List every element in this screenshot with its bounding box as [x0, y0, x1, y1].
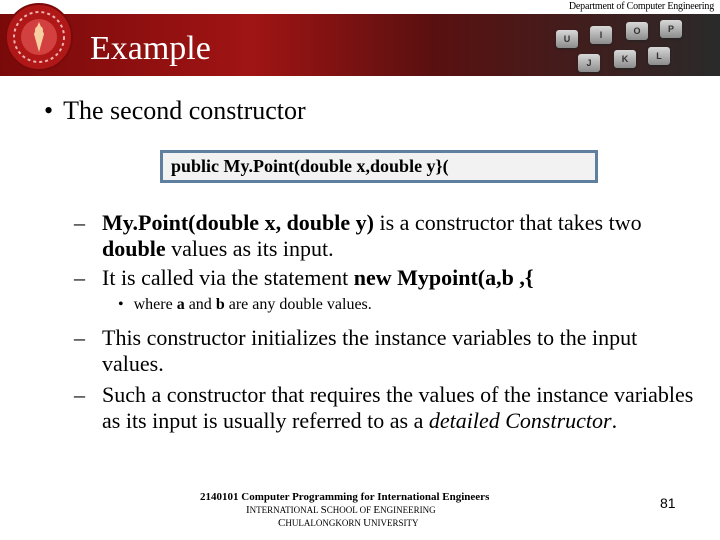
sub-item-4 — [74, 382, 694, 434]
text: values as its input. — [165, 236, 334, 261]
code-box: public My.Point(double x,double y}( — [160, 150, 598, 183]
key: J — [578, 54, 600, 72]
bold-text: a — [176, 296, 185, 313]
dash: – — [74, 325, 85, 350]
text: is a constructor that takes two — [373, 210, 642, 235]
text: are any double values. — [224, 296, 372, 313]
slide-title: Example — [90, 30, 211, 67]
key: I — [590, 26, 612, 44]
bold-text: My.Point(double x, double y) — [102, 210, 374, 235]
bullet-main — [44, 96, 306, 126]
university-name — [200, 517, 516, 530]
sub-item-1 — [74, 210, 694, 262]
sub-item-4-text — [74, 382, 694, 434]
dash: – — [74, 210, 85, 235]
text: . — [611, 408, 618, 433]
bold-text: double — [102, 236, 166, 261]
sub-item-3-text: This constructor initializes the instance variables to the input values. — [102, 325, 638, 376]
university-logo — [4, 2, 74, 72]
sub-item-1-text — [74, 210, 694, 262]
bullet-dot: • — [118, 296, 124, 313]
sub-item-3 — [74, 325, 694, 377]
key: U — [556, 30, 578, 48]
keyboard-image — [430, 20, 720, 76]
text: CHOOL OF — [326, 505, 374, 515]
text: NGINEERING — [380, 505, 436, 515]
key: L — [648, 47, 670, 65]
bold-text: new Mypoint(a,b ,{ — [353, 265, 534, 290]
sub-item-2-text — [74, 265, 694, 291]
text: where — [133, 296, 177, 313]
key: K — [614, 50, 636, 68]
text: E — [373, 504, 381, 516]
footer-text — [200, 491, 516, 530]
bullet-dot: • — [44, 96, 54, 125]
text: NTERNATIONAL — [249, 505, 321, 515]
italic-text: detailed Constructor — [428, 408, 612, 433]
bullet-main-text: The second constructor — [63, 96, 306, 125]
sub-item-2 — [74, 265, 694, 291]
text: HULALONGKORN — [285, 518, 364, 528]
text: Such a constructor that requires the values of the instance variables as its input is usually referred to as a — [102, 382, 694, 433]
bold-text: b — [215, 296, 225, 313]
page-number: 81 — [660, 495, 676, 511]
department-label: Department of Computer Engineering — [568, 1, 714, 12]
course-name: 2140101 Computer Programming for International Engineers — [200, 491, 490, 503]
text: U — [363, 517, 372, 529]
key: P — [660, 20, 682, 38]
text: S — [320, 504, 327, 516]
dash: – — [74, 265, 85, 290]
text: C — [278, 517, 286, 529]
text: I — [246, 504, 250, 516]
school-name — [200, 504, 516, 517]
text: It is called via the statement — [102, 265, 354, 290]
dash: – — [74, 382, 85, 407]
text: and — [184, 296, 216, 313]
sub-sub-item — [118, 296, 372, 314]
text: NIVERSITY — [371, 518, 419, 528]
key: O — [626, 22, 648, 40]
